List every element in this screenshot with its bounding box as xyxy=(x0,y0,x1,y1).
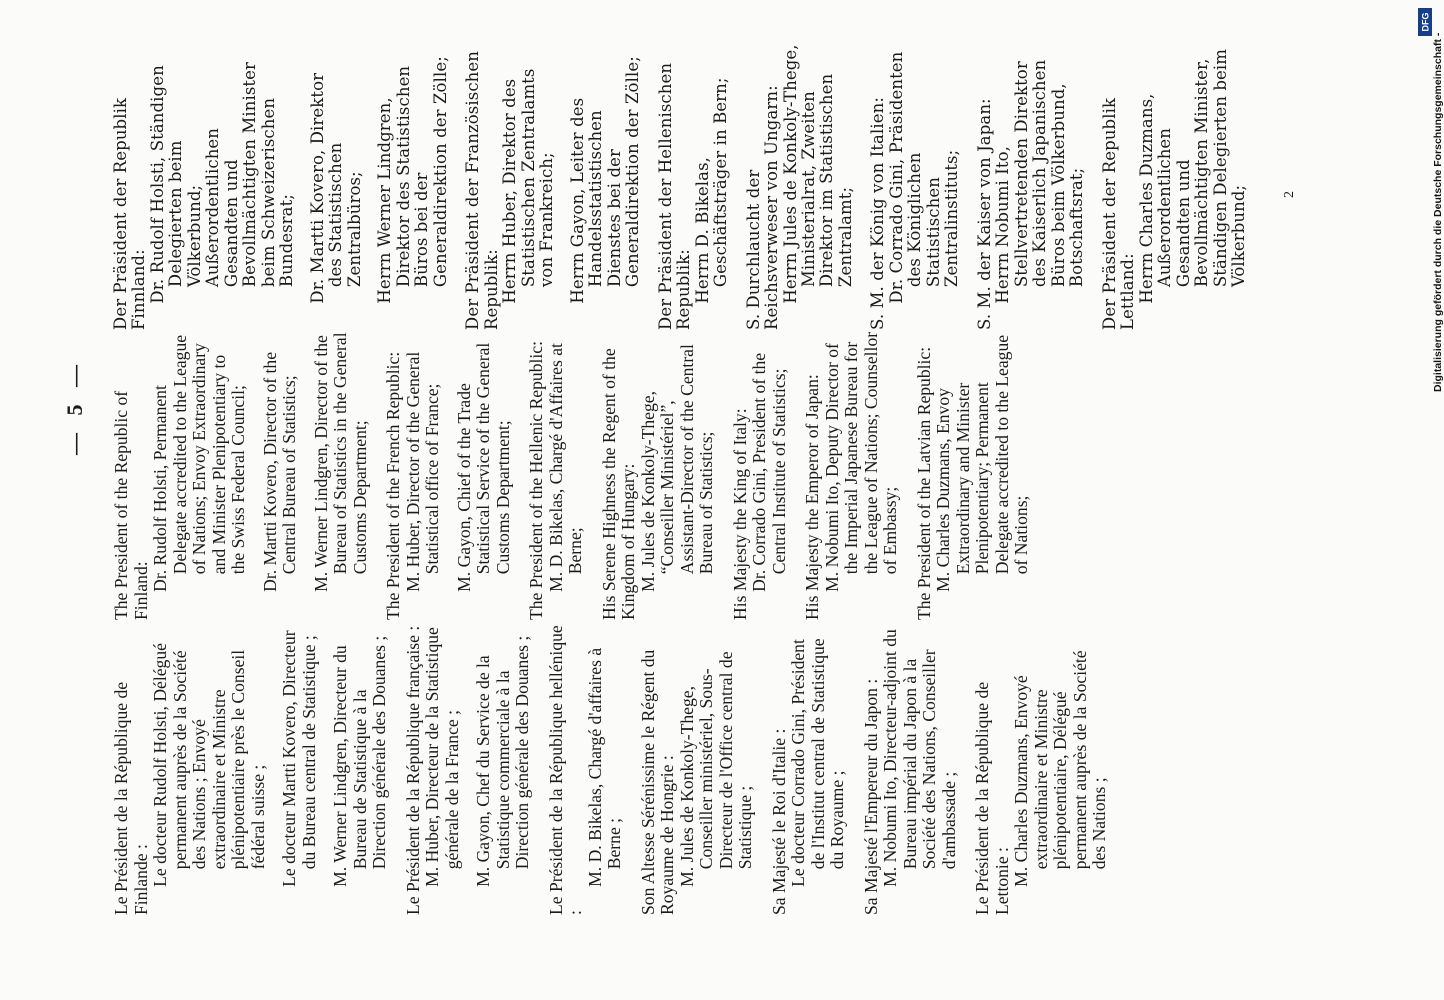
sovereign-heading: Der Präsident der Hellenischen Republik: xyxy=(655,62,694,330)
signatory-block xyxy=(731,330,790,620)
sovereign-heading: The President of the Latvian Republic: xyxy=(913,346,934,620)
sovereign-heading: Sa Majesté l'Empereur du Japon : xyxy=(860,678,881,915)
plenipotentiary-entry: Herrn Jules de Konkoly-Thege, Ministerialrat, Zweiten Direktor im Statistischen Zentralamt; xyxy=(780,44,855,304)
plenipotentiary-entry: Le docteur Rudolf Holsti, Délégué permanent auprès de la Société des Nations ; Envoyé extraordinaire et Ministre plénipotentiaire près le Conseil fédéral suisse ; xyxy=(150,643,268,887)
plenipotentiary-entry: Herrn D. Bikelas, Geschäftsträger in Bern; xyxy=(692,77,731,304)
signatory-block xyxy=(915,330,1032,620)
german-column xyxy=(112,40,1263,330)
sovereign-heading: Der Präsident der Republik Finnland: xyxy=(111,97,149,330)
english-column xyxy=(112,330,1046,620)
sovereign-heading: His Majesty the Emperor of Japan: xyxy=(802,374,822,620)
signatory-block xyxy=(112,623,390,915)
dfg-logo: DFG xyxy=(1418,8,1432,36)
plenipotentiary-entry: Le docteur Martti Kovero, Directeur du Bureau central de Statistique ; xyxy=(279,630,319,887)
plenipotentiary-entry: M. Jules de Konkoly-Thege, Conseiller ministériel, Sous-Directeur de l'Office central de Statistique ; xyxy=(676,651,755,887)
plenipotentiary-entry: M. Huber, Director of the General Statistical office of France; xyxy=(402,351,442,592)
signatory-block xyxy=(745,40,856,330)
sovereign-heading: Der Präsident der Französischen Republik: xyxy=(463,51,501,330)
plenipotentiary-entry: M. Huber, Directeur de la Statistique générale de la France ; xyxy=(422,627,462,887)
plenipotentiary-entry: Dr. Rudolf Holsti, Permanent Delegate accredited to the League of Nations; Envoy Extraordinary and Minister Plenipotentiary to the Swiss Federal Council; xyxy=(150,334,248,592)
sovereign-heading: Le Président de la République de Finlande : xyxy=(111,681,151,915)
sovereign-heading: Le Président de la République de Lettonie : xyxy=(972,681,1012,915)
plenipotentiary-entry: M. Nobumi Ito, Directeur-adjoint du Bureau impérial du Japon à la Société des Nations, Conseiller d'ambassade ; xyxy=(880,629,959,887)
signatory-block xyxy=(464,40,642,330)
plenipotentiary-entry: Herrn Charles Duzmans, Außerordentlichen Gesandten und Bevollmächtigten Minister, Ständigen Delegierten beim Völkerbund; xyxy=(1136,49,1249,304)
signatory-block xyxy=(384,330,513,620)
sovereign-heading: His Serene Highness the Regent of the Kingdom of Hungary: xyxy=(598,348,638,620)
plenipotentiary-entry: M. Charles Duzmans, Envoyé extraordinaire et Ministre plénipotentiaire, Délégué permanent auprès de la Société des Nations ; xyxy=(1011,650,1109,887)
french-column xyxy=(112,623,1124,915)
plenipotentiary-entry: M. Gayon, Chief of the Trade Statistical Service of the General Customs Department; xyxy=(453,342,513,592)
plenipotentiary-entry: Dr. Corrado Gini, Präsidenten des Königlichen Statistischen Zentralinstituts; xyxy=(886,51,962,304)
sovereign-heading: S. Durchlaucht der Reichsverweser von Ungarn: xyxy=(743,85,782,330)
digitization-credit: Digitalisierung gefördert durch die Deutsche Forschungsgemeinschaft - xyxy=(1432,32,1444,392)
plenipotentiary-entry: M. Gayon, Chef du Service de la Statistique commerciale à la Direction générale des Douanes ; xyxy=(473,635,532,887)
signatory-block xyxy=(1101,40,1249,330)
plenipotentiary-entry: M. Jules de Konkoly-Thege, “Conseiller Ministériel”, Assistant-Director of the Central Bureau of Statistics; xyxy=(637,344,716,592)
plenipotentiary-entry: M. Werner Lindgren, Directeur du Bureau de Statistique à la Direction générale des Douanes ; xyxy=(330,635,389,887)
plenipotentiary-entry: M. Werner Lindgren, Director of the Bureau of Statistics in the General Customs Department; xyxy=(310,332,370,592)
plenipotentiary-entry: Dr. Martti Kovero, Director of the Central Bureau of Statistics; xyxy=(259,351,299,592)
signatory-block xyxy=(112,330,370,620)
plenipotentiary-entry: M. Charles Duzmans, Envoy Extraordinary and Minister Plenipotentiary; Permanent Delegate accredited to the League of Nations; xyxy=(933,334,1031,592)
signatory-block xyxy=(404,623,533,915)
sovereign-heading: Le Président de la République hellénique : xyxy=(545,625,585,915)
sovereign-heading: The President of the French Republic: xyxy=(383,351,403,620)
plenipotentiary-entry: M. D. Bikelas, Chargé d'affaires à Berne ; xyxy=(584,647,624,887)
sovereign-heading: Le Président de la République française : xyxy=(402,625,423,915)
plenipotentiary-entry: M. D. Bikelas, Chargé d'Affaires at Berne; xyxy=(545,343,585,592)
signatory-block xyxy=(973,623,1110,915)
plenipotentiary-entry: M. Nobumi Ito, Deputy Director of the Imperial Japanese Bureau for the League of Nations; Counsellor of Embassy; xyxy=(821,331,900,592)
signature-mark: 2 xyxy=(1282,191,1297,198)
plenipotentiary-entry: Dr. Martti Kovero, Direktor des Statistischen Zentralbüros; xyxy=(307,72,364,304)
plenipotentiary-entry: Dr. Rudolf Holsti, Ständigen Delegierten beim Völkerbund; Außerordentlichen Gesandten und Bevollmächtigten Minister beim Schweizerischen Bundesrat; xyxy=(147,61,297,304)
signatory-block xyxy=(639,623,756,915)
sovereign-heading: Son Altesse Sérénissime le Régent du Royaume de Hongrie : xyxy=(637,649,677,915)
sovereign-heading: The President of the Hellenic Republic: xyxy=(526,341,546,620)
signatory-block xyxy=(976,40,1087,330)
plenipotentiary-entry: Herrn Huber, Direktor des Statistischen Zentralamts von Frankreich; xyxy=(500,68,557,304)
sovereign-heading: Sa Majesté le Roi d'Italie : xyxy=(768,728,789,915)
plenipotentiary-entry: Herrn Nobumi Ito, Stellvertretenden Direktor des Kaiserlich Japanischen Büros beim Völkerbund, Botschaftsrat; xyxy=(993,59,1087,304)
sovereign-heading: His Majesty the King of Italy: xyxy=(729,408,750,620)
signatory-block xyxy=(527,330,586,620)
plenipotentiary-entry: Dr. Corrado Gini, President of the Central Institute of Statistics; xyxy=(749,352,789,592)
signatory-block xyxy=(770,623,848,915)
plenipotentiary-entry: Herrn Gayon, Leiter des Handelsstatistischen Dienstes bei der Generaldirektion der Zölle; xyxy=(567,56,643,304)
sovereign-heading: Der Präsident der Republik Lettland: xyxy=(1099,97,1138,330)
signatory-block xyxy=(547,623,625,915)
signatory-block xyxy=(803,330,901,620)
sovereign-heading: The President of the Republic of Finland: xyxy=(111,390,151,620)
sovereign-heading: S. M. der Kaiser von Japan: xyxy=(974,98,994,330)
page-number: — 5 — xyxy=(62,359,87,455)
plenipotentiary-entry: Herrn Werner Lindgren, Direktor des Statistischen Büros bei der Generaldirektion der Zölle; xyxy=(375,56,450,304)
signatory-block xyxy=(657,40,731,330)
signatory-block xyxy=(600,330,717,620)
signatory-block xyxy=(869,40,961,330)
signatory-block xyxy=(112,40,450,330)
sovereign-heading: S. M. der König von Italien: xyxy=(868,97,888,330)
signatory-block xyxy=(862,623,960,915)
plenipotentiary-entry: Le docteur Corrado Gini, Président de l'Institut central de Statistique du Royaume ; xyxy=(788,638,847,887)
